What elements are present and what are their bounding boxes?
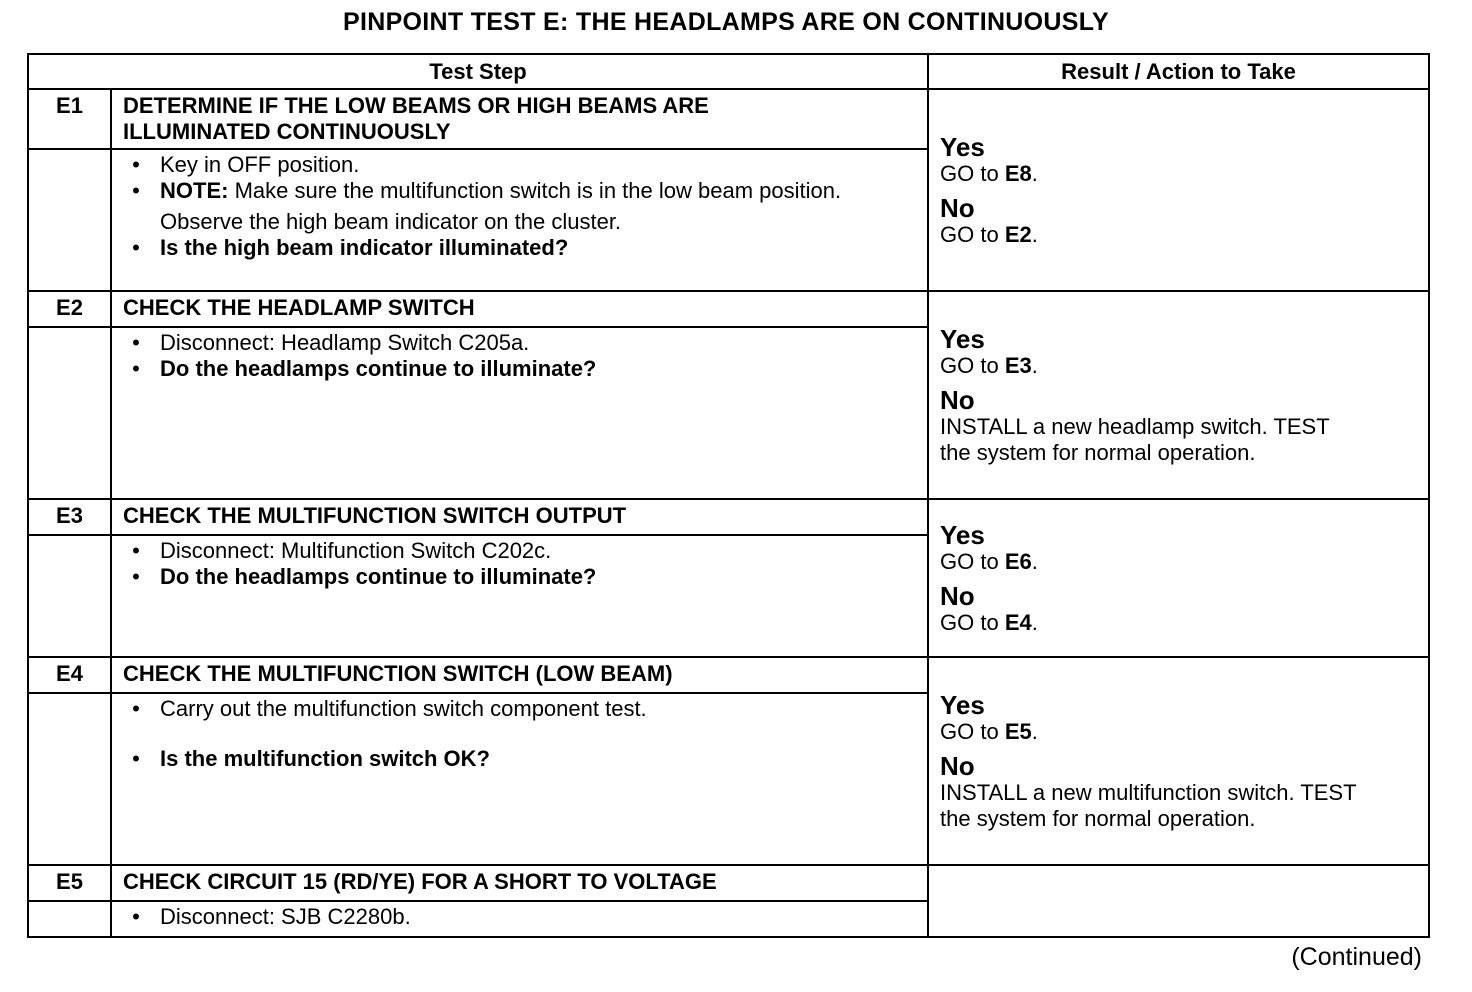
- list-item: [112, 356, 919, 382]
- result-yes-label: Yes: [940, 689, 985, 720]
- step-e4-body: [111, 693, 928, 865]
- step-e2-heading-row: [28, 291, 1429, 327]
- step-e5-body: [111, 901, 928, 937]
- list-item: • Disconnect: SJB C2280b.: [112, 904, 919, 930]
- result-yes-action: GO to E5.: [940, 718, 1038, 744]
- table-header-row: [28, 54, 1429, 89]
- bullet-icon: •: [132, 330, 140, 355]
- step-e1-body: [111, 149, 928, 291]
- pinpoint-test-table: [27, 53, 1430, 938]
- result-no-action-line1: INSTALL a new headlamp switch. TEST: [940, 413, 1330, 439]
- result-yes-action: GO to E6.: [940, 548, 1038, 574]
- bullet-icon: •: [132, 564, 140, 589]
- list-item: • Key in OFF position.: [112, 152, 919, 178]
- step-e2-body: [111, 327, 928, 499]
- result-yes-label: Yes: [940, 131, 985, 162]
- list-item: • Disconnect: Multifunction Switch C202c.: [112, 538, 919, 564]
- bullet-icon: •: [132, 356, 140, 381]
- bullet-icon: •: [132, 904, 140, 929]
- step-e3-body: [111, 535, 928, 657]
- step-e4-heading: CHECK THE MULTIFUNCTION SWITCH (LOW BEAM): [111, 657, 928, 693]
- result-no-label: No: [940, 192, 975, 223]
- step-question: Do the headlamps continue to illuminate?: [160, 356, 597, 381]
- result-no-action: GO to E2.: [940, 221, 1038, 247]
- step-e5-heading-row: [28, 865, 1429, 901]
- goto-link-e2[interactable]: E2: [1004, 221, 1032, 247]
- step-id-e1: E1: [28, 89, 111, 149]
- result-no-action-line2: the system for normal operation.: [940, 805, 1256, 831]
- step-e1-heading-line2: ILLUMINATED CONTINUOUSLY: [123, 119, 451, 144]
- result-yes-action: GO to E3.: [940, 352, 1038, 378]
- list-item: [112, 235, 919, 261]
- list-item: [112, 564, 919, 590]
- step-id-e2: E2: [28, 291, 111, 327]
- list-item: [112, 746, 919, 772]
- bullet-icon: •: [132, 746, 140, 771]
- step-e1-heading-line1: DETERMINE IF THE LOW BEAMS OR HIGH BEAMS ARE: [123, 93, 709, 118]
- goto-link-e5[interactable]: E5: [1004, 718, 1032, 744]
- goto-link-e3[interactable]: E3: [1004, 352, 1032, 378]
- goto-link-e6[interactable]: E6: [1004, 548, 1032, 574]
- result-no-action-line1: INSTALL a new multifunction switch. TEST: [940, 779, 1357, 805]
- result-no-label: No: [940, 580, 975, 611]
- step-e1-heading-row: [28, 89, 1429, 149]
- bullet-icon: •: [132, 152, 140, 177]
- step-e2-heading: CHECK THE HEADLAMP SWITCH: [111, 291, 928, 327]
- result-no-label: No: [940, 750, 975, 781]
- result-yes-label: Yes: [940, 519, 985, 550]
- goto-link-e4[interactable]: E4: [1004, 609, 1032, 635]
- list-item: • Disconnect: Headlamp Switch C205a.: [112, 330, 919, 356]
- step-e5-result: [928, 865, 1429, 937]
- step-e5-heading: CHECK CIRCUIT 15 (RD/YE) FOR A SHORT TO VOLTAGE: [111, 865, 928, 901]
- page-title: PINPOINT TEST E: THE HEADLAMPS ARE ON CONTINUOUSLY: [343, 8, 1109, 36]
- bullet-icon: •: [132, 178, 140, 203]
- step-id-e4: E4: [28, 657, 111, 693]
- step-e3-result: [928, 499, 1429, 657]
- step-id-e3: E3: [28, 499, 111, 535]
- list-item: • Carry out the multifunction switch component test.: [112, 696, 919, 722]
- step-id-e5: E5: [28, 865, 111, 901]
- step-e4-result: [928, 657, 1429, 865]
- result-no-action-line2: the system for normal operation.: [940, 439, 1256, 465]
- step-question: Is the multifunction switch OK?: [160, 746, 490, 771]
- result-no-label: No: [940, 384, 975, 415]
- column-header-test-step: Test Step: [28, 54, 928, 89]
- continued-note: (Continued): [1291, 943, 1422, 971]
- step-e1-result: [928, 89, 1429, 291]
- bullet-icon: •: [132, 235, 140, 260]
- step-e3-heading-row: [28, 499, 1429, 535]
- column-header-result: Result / Action to Take: [928, 54, 1429, 89]
- bullet-icon: •: [132, 696, 140, 721]
- goto-link-e8[interactable]: E8: [1004, 160, 1032, 186]
- note-label: NOTE:: [160, 178, 229, 203]
- step-question: Do the headlamps continue to illuminate?: [160, 564, 597, 589]
- step-e1-heading: [111, 89, 928, 149]
- step-e3-heading: CHECK THE MULTIFUNCTION SWITCH OUTPUT: [111, 499, 928, 535]
- step-e4-heading-row: [28, 657, 1429, 693]
- list-item: • NOTE: Make sure the multifunction switch is in the low beam position.: [112, 178, 919, 204]
- result-no-action: GO to E4.: [940, 609, 1038, 635]
- result-yes-action: GO to E8.: [940, 160, 1038, 186]
- step-question: Is the high beam indicator illuminated?: [160, 235, 569, 260]
- observe-text: Observe the high beam indicator on the cluster.: [160, 209, 622, 234]
- bullet-icon: •: [132, 538, 140, 563]
- step-e2-result: [928, 291, 1429, 499]
- result-yes-label: Yes: [940, 323, 985, 354]
